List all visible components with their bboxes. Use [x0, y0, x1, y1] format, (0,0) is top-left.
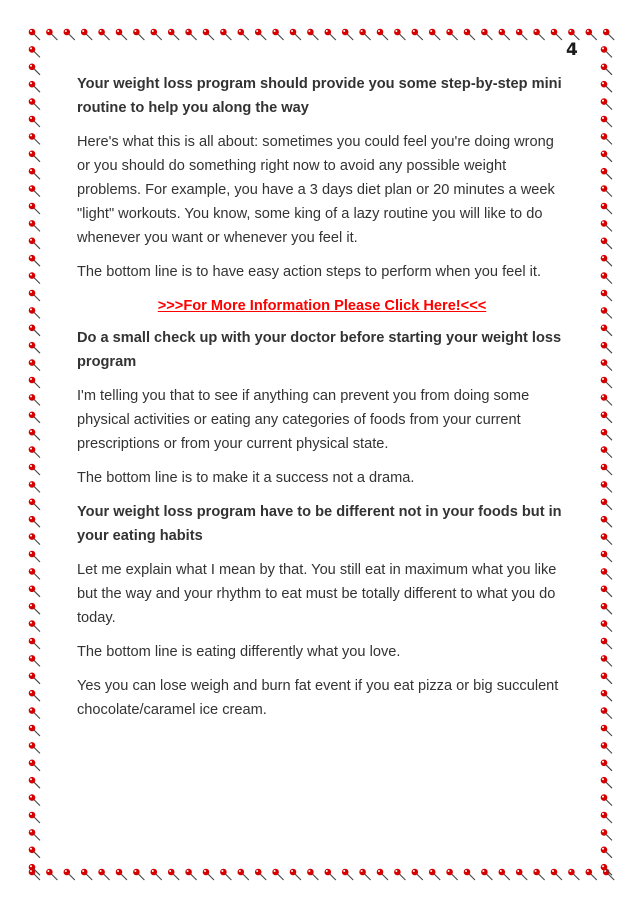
lollipop-icon — [601, 203, 612, 214]
lollipop-icon — [601, 690, 612, 701]
lollipop-icon — [307, 869, 318, 880]
lollipop-icon — [29, 777, 40, 788]
lollipop-icon — [29, 46, 40, 57]
lollipop-icon — [533, 29, 544, 40]
section-heading-doctor-checkup: Do a small check up with your doctor before starting your weight loss program — [77, 330, 562, 370]
lollipop-icon — [601, 725, 612, 736]
lollipop-icon — [29, 707, 40, 718]
lollipop-icon — [255, 29, 266, 40]
lollipop-icon — [29, 133, 40, 144]
lollipop-icon — [29, 64, 40, 75]
lollipop-icon — [325, 29, 336, 40]
lollipop-icon — [220, 869, 231, 880]
lollipop-icon — [64, 29, 75, 40]
lollipop-icon — [601, 829, 612, 840]
lollipop-icon — [29, 325, 40, 336]
lollipop-icon — [29, 869, 40, 880]
more-info-link-container — [77, 294, 567, 318]
lollipop-icon — [601, 446, 612, 457]
lollipop-icon — [133, 29, 144, 40]
lollipop-icon — [29, 412, 40, 423]
lollipop-icon — [29, 203, 40, 214]
lollipop-icon — [29, 499, 40, 510]
lollipop-icon — [464, 29, 475, 40]
lollipop-icon — [551, 29, 562, 40]
lollipop-icon — [29, 151, 40, 162]
lollipop-icon — [29, 29, 40, 40]
lollipop-icon — [601, 568, 612, 579]
lollipop-icon — [133, 869, 144, 880]
lollipop-icon — [429, 869, 440, 880]
lollipop-icon — [29, 290, 40, 301]
lollipop-icon — [601, 255, 612, 266]
lollipop-icon — [29, 760, 40, 771]
paragraph: Here's what this is all about: sometimes you could feel you're doing wrong or you should do something right now to avoid any possible weight problems. For example, you have a 3 days diet plan or 20 minutes a week "light" workouts. You know, some king of a lazy routine you will like to do whenever you want or whenever you feel it. — [77, 134, 555, 246]
lollipop-icon — [29, 307, 40, 318]
lollipop-icon — [46, 869, 57, 880]
lollipop-icon — [64, 869, 75, 880]
lollipop-icon — [116, 29, 127, 40]
lollipop-icon — [29, 568, 40, 579]
section-heading-mini-routine: Your weight loss program should provide you some step-by-step mini routine to help you along the way — [77, 76, 562, 116]
lollipop-icon — [168, 29, 179, 40]
lollipop-icon — [412, 869, 423, 880]
lollipop-icon — [29, 829, 40, 840]
lollipop-icon — [601, 220, 612, 231]
lollipop-icon — [481, 29, 492, 40]
lollipop-icon — [601, 620, 612, 631]
lollipop-icon — [377, 869, 388, 880]
lollipop-icon — [601, 586, 612, 597]
lollipop-icon — [185, 29, 196, 40]
page-number: 4 — [566, 40, 578, 60]
lollipop-icon — [29, 81, 40, 92]
lollipop-icon — [601, 847, 612, 858]
lollipop-icon — [601, 673, 612, 684]
lollipop-icon — [29, 429, 40, 440]
lollipop-icon — [601, 777, 612, 788]
lollipop-icon — [601, 46, 612, 57]
lollipop-icon — [342, 29, 353, 40]
lollipop-icon — [568, 29, 579, 40]
lollipop-icon — [601, 133, 612, 144]
lollipop-icon — [601, 307, 612, 318]
lollipop-icon — [601, 359, 612, 370]
lollipop-icon — [446, 29, 457, 40]
lollipop-icon — [272, 869, 283, 880]
lollipop-icon — [601, 551, 612, 562]
lollipop-icon — [29, 586, 40, 597]
lollipop-icon — [81, 869, 92, 880]
lollipop-icon — [29, 185, 40, 196]
lollipop-icon — [29, 603, 40, 614]
lollipop-icon — [586, 29, 597, 40]
lollipop-icon — [601, 603, 612, 614]
lollipop-icon — [29, 98, 40, 109]
lollipop-icon — [601, 238, 612, 249]
lollipop-icon — [601, 64, 612, 75]
lollipop-icon — [601, 151, 612, 162]
lollipop-icon — [412, 29, 423, 40]
lollipop-icon — [29, 638, 40, 649]
lollipop-icon — [29, 255, 40, 266]
lollipop-icon — [394, 29, 405, 40]
lollipop-icon — [203, 29, 214, 40]
lollipop-icon — [81, 29, 92, 40]
lollipop-icon — [272, 29, 283, 40]
lollipop-icon — [29, 533, 40, 544]
lollipop-icon — [516, 29, 527, 40]
lollipop-icon — [601, 655, 612, 666]
lollipop-icon — [601, 412, 612, 423]
lollipop-icon — [601, 290, 612, 301]
lollipop-icon — [601, 377, 612, 388]
lollipop-icon — [601, 499, 612, 510]
lollipop-icon — [220, 29, 231, 40]
lollipop-icon — [29, 394, 40, 405]
lollipop-icon — [29, 464, 40, 475]
lollipop-icon — [29, 690, 40, 701]
lollipop-icon — [98, 29, 109, 40]
lollipop-icon — [29, 481, 40, 492]
lollipop-icon — [29, 220, 40, 231]
lollipop-icon — [516, 869, 527, 880]
lollipop-icon — [601, 516, 612, 527]
lollipop-icon — [98, 869, 109, 880]
lollipop-icon — [601, 794, 612, 805]
lollipop-icon — [601, 168, 612, 179]
lollipop-icon — [481, 869, 492, 880]
lollipop-icon — [568, 869, 579, 880]
lollipop-icon — [29, 377, 40, 388]
section-heading-eating-habits: Your weight loss program have to be different not in your foods but in your eating habits — [77, 504, 562, 544]
lollipop-icon — [29, 516, 40, 527]
lollipop-icon — [46, 29, 57, 40]
paragraph: The bottom line is to make it a success not a drama. — [77, 470, 415, 486]
lollipop-icon — [601, 429, 612, 440]
lollipop-icon — [151, 869, 162, 880]
lollipop-icon — [499, 869, 510, 880]
lollipop-icon — [359, 869, 370, 880]
lollipop-icon — [601, 533, 612, 544]
lollipop-icon — [601, 742, 612, 753]
lollipop-icon — [325, 869, 336, 880]
lollipop-icon — [601, 325, 612, 336]
lollipop-icon — [359, 29, 370, 40]
lollipop-icon — [601, 481, 612, 492]
lollipop-icon — [29, 794, 40, 805]
lollipop-icon — [29, 168, 40, 179]
lollipop-icon — [255, 869, 266, 880]
paragraph: The bottom line is eating differently what you love. — [77, 644, 401, 660]
lollipop-icon — [29, 655, 40, 666]
lollipop-icon — [29, 238, 40, 249]
lollipop-icon — [601, 81, 612, 92]
lollipop-icon — [377, 29, 388, 40]
paragraph: The bottom line is to have easy action steps to perform when you feel it. — [77, 264, 541, 280]
lollipop-icon — [601, 638, 612, 649]
lollipop-icon — [394, 869, 405, 880]
lollipop-icon — [116, 869, 127, 880]
lollipop-icon — [151, 29, 162, 40]
lollipop-icon — [29, 551, 40, 562]
lollipop-icon — [601, 98, 612, 109]
lollipop-icon — [601, 760, 612, 771]
lollipop-icon — [551, 869, 562, 880]
paragraph: I'm telling you that to see if anything can prevent you from doing some physical activities or eating any categories of foods from your current prescriptions or from your current physical state. — [77, 388, 530, 452]
lollipop-icon — [290, 29, 301, 40]
lollipop-icon — [29, 446, 40, 457]
lollipop-icon — [290, 869, 301, 880]
lollipop-icon — [185, 869, 196, 880]
lollipop-icon — [601, 342, 612, 353]
lollipop-icon — [429, 29, 440, 40]
lollipop-icon — [601, 185, 612, 196]
lollipop-icon — [307, 29, 318, 40]
lollipop-icon — [446, 869, 457, 880]
lollipop-icon — [601, 394, 612, 405]
lollipop-icon — [168, 869, 179, 880]
lollipop-icon — [586, 869, 597, 880]
lollipop-icon — [601, 812, 612, 823]
lollipop-icon — [29, 673, 40, 684]
lollipop-icon — [603, 29, 614, 40]
document-body — [77, 72, 567, 732]
lollipop-icon — [29, 620, 40, 631]
paragraph: Let me explain what I mean by that. You still eat in maximum what you like but the way and your rhythm to eat must be totally different to what you do today. — [77, 562, 557, 626]
lollipop-icon — [29, 116, 40, 127]
lollipop-icon — [601, 272, 612, 283]
lollipop-icon — [29, 342, 40, 353]
lollipop-icon — [29, 812, 40, 823]
lollipop-icon — [29, 742, 40, 753]
lollipop-icon — [342, 869, 353, 880]
lollipop-icon — [29, 725, 40, 736]
lollipop-icon — [29, 359, 40, 370]
lollipop-icon — [29, 272, 40, 283]
lollipop-icon — [464, 869, 475, 880]
lollipop-icon — [29, 847, 40, 858]
lollipop-icon — [499, 29, 510, 40]
lollipop-icon — [203, 869, 214, 880]
more-info-link[interactable]: >>>For More Information Please Click Here!<<< — [157, 298, 487, 314]
lollipop-icon — [601, 464, 612, 475]
paragraph: Yes you can lose weigh and burn fat event if you eat pizza or big succulent chocolate/caramel ice cream. — [77, 678, 559, 718]
lollipop-icon — [238, 869, 249, 880]
lollipop-icon — [238, 29, 249, 40]
lollipop-icon — [601, 116, 612, 127]
lollipop-icon — [601, 707, 612, 718]
lollipop-icon — [533, 869, 544, 880]
